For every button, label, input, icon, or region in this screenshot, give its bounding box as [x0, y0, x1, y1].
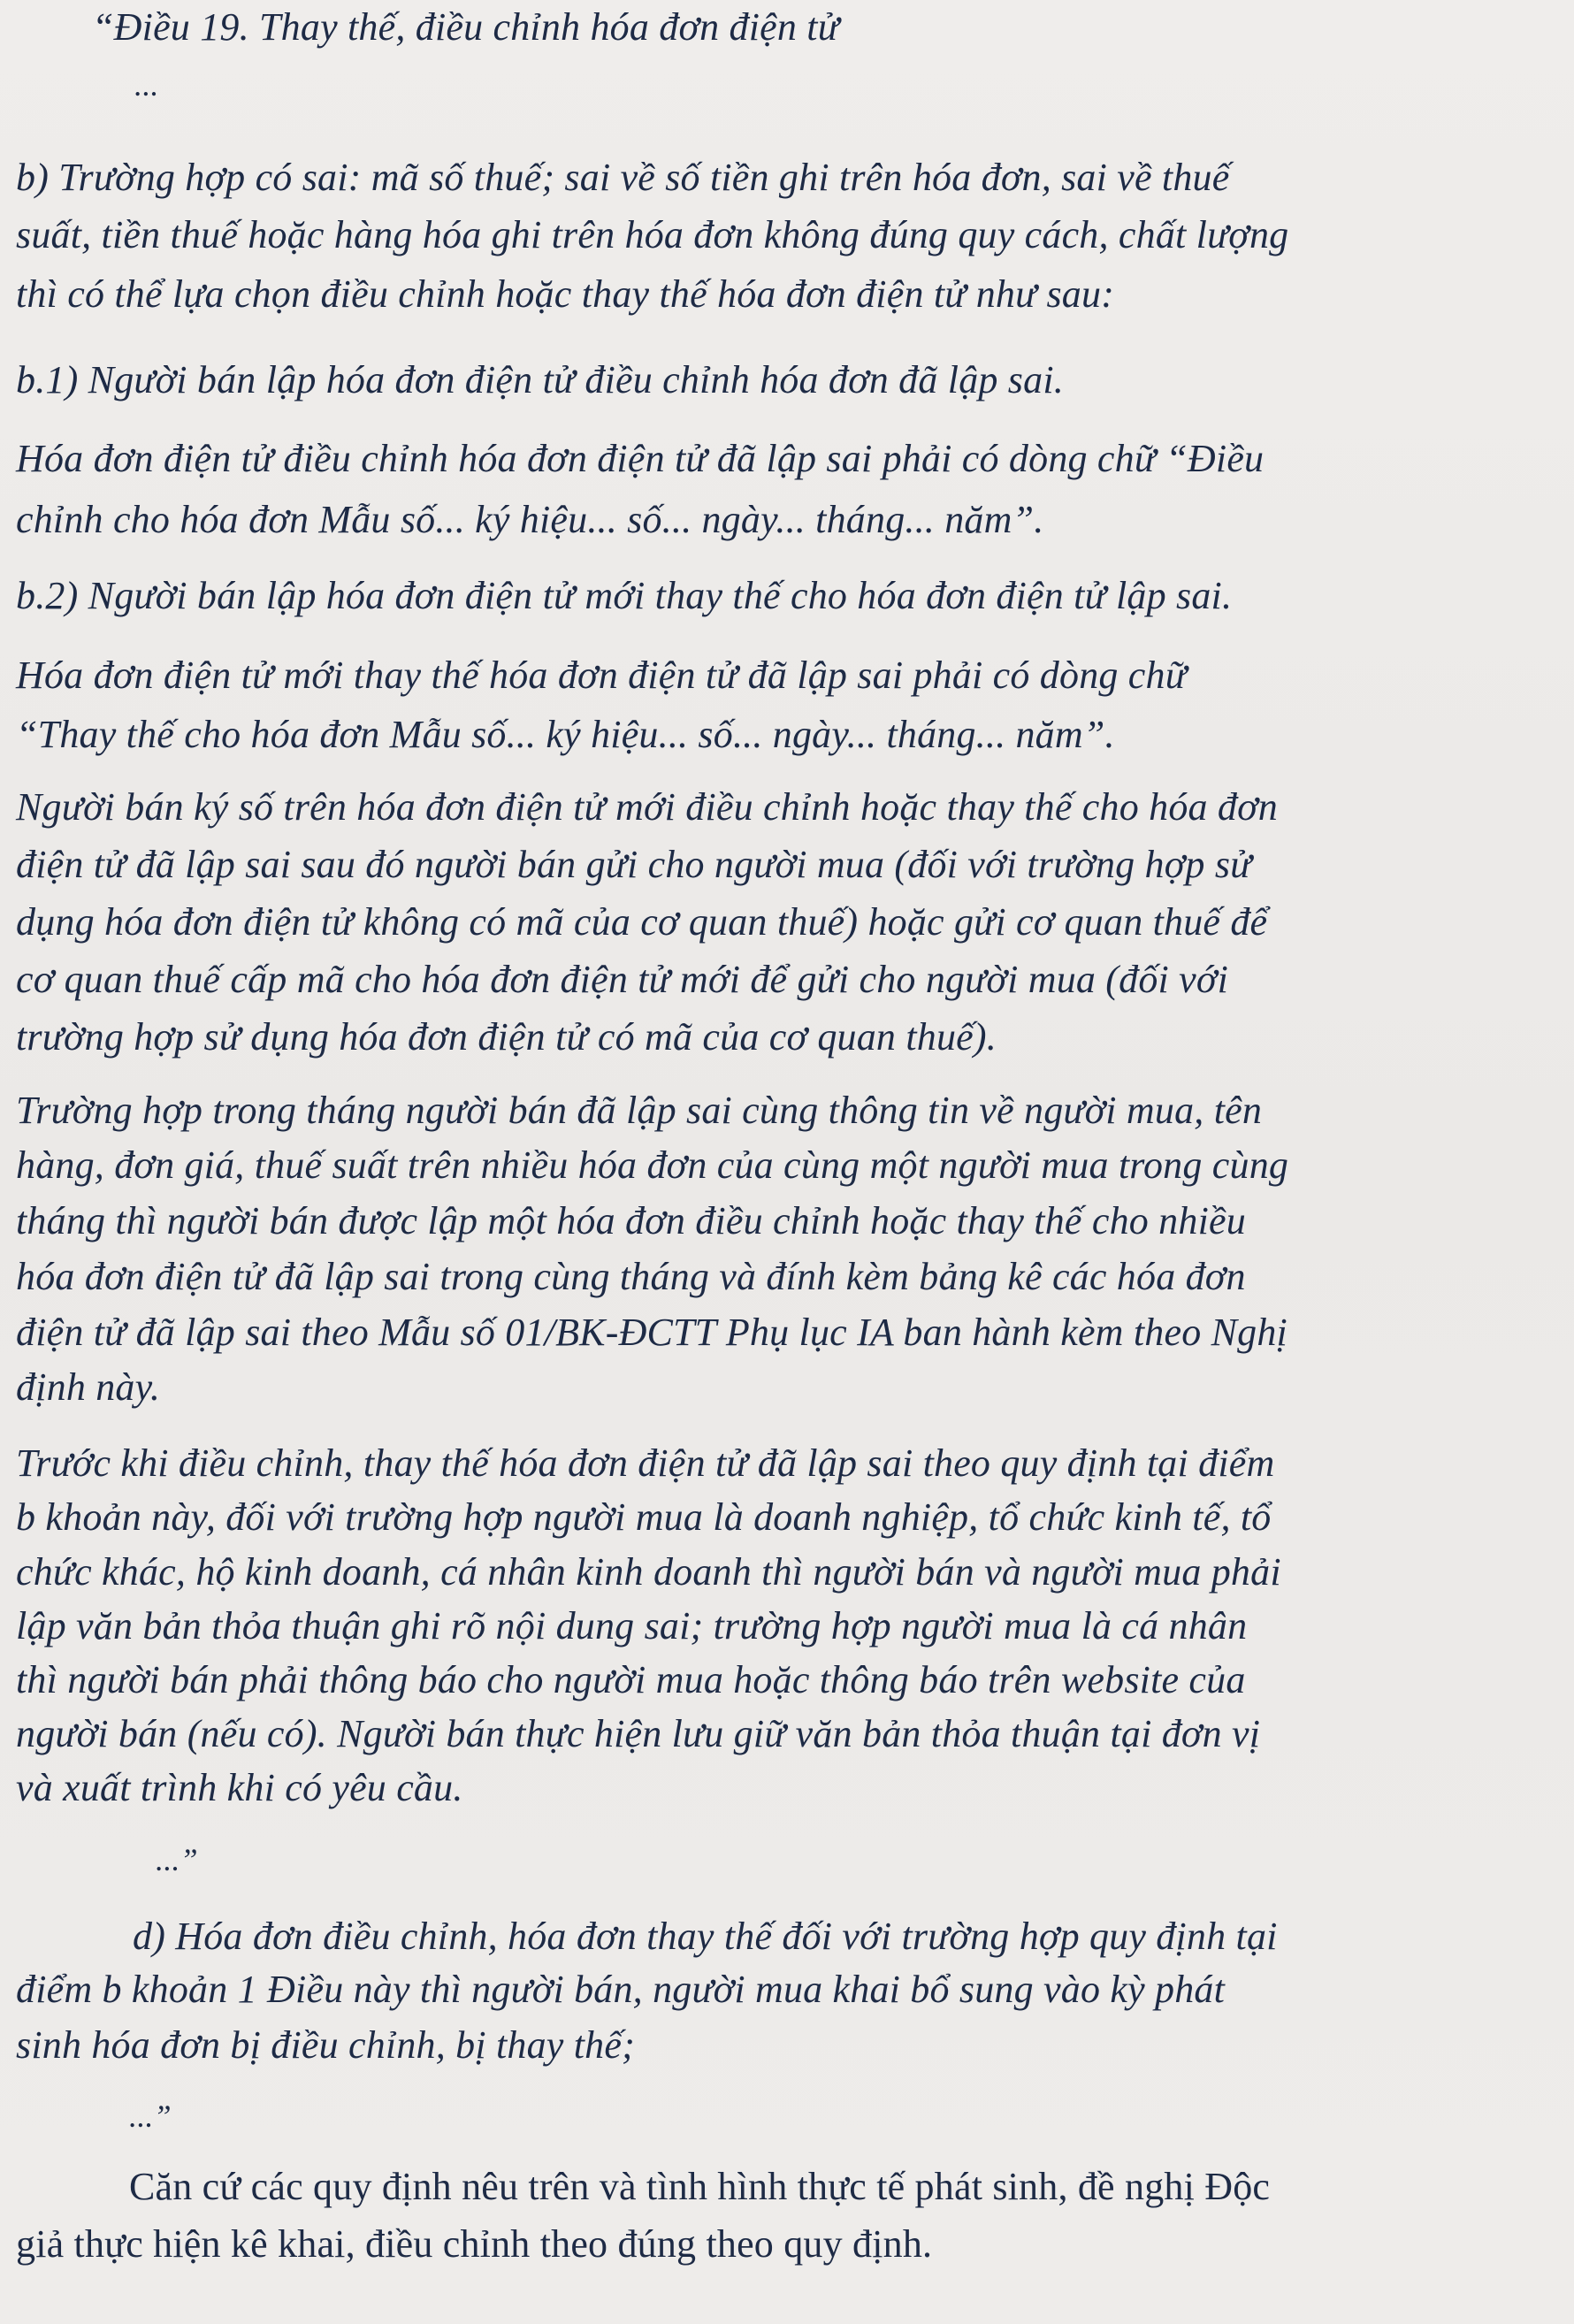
- para-before-line-1: Trước khi điều chỉnh, thay thế hóa đơn điện tử đã lập sai theo quy định tại điểm: [16, 1441, 1275, 1485]
- para-before-line-2: b khoản này, đối với trường hợp người mua là doanh nghiệp, tổ chức kinh tế, tổ: [16, 1495, 1272, 1539]
- para-d-line-3: sinh hóa đơn bị điều chỉnh, bị thay thế;: [16, 2023, 635, 2067]
- para-month-line-5: điện tử đã lập sai theo Mẫu số 01/BK-ĐCTT Phụ lục IA ban hành kèm theo Nghị: [16, 1311, 1287, 1354]
- b1-body-line-2: chỉnh cho hóa đơn Mẫu số... ký hiệu... số... ngày... tháng... năm”.: [16, 498, 1044, 541]
- para-month-line-6: định này.: [16, 1365, 161, 1409]
- para-b-line-3: thì có thể lựa chọn điều chỉnh hoặc thay thế hóa đơn điện tử như sau:: [16, 272, 1115, 316]
- ellipsis-top: ...: [134, 67, 159, 103]
- para-sign-line-2: điện tử đã lập sai sau đó người bán gửi cho người mua (đối với trường hợp sử: [16, 843, 1252, 886]
- para-month-line-2: hàng, đơn giá, thuế suất trên nhiều hóa đơn của cùng một người mua trong cùng: [16, 1143, 1289, 1187]
- conclusion-line-1: Căn cứ các quy định nêu trên và tình hình thực tế phát sinh, đề nghị Độc: [129, 2165, 1271, 2208]
- b2-title: b.2) Người bán lập hóa đơn điện tử mới thay thế cho hóa đơn điện tử lập sai.: [16, 574, 1233, 617]
- para-before-line-3: chức khác, hộ kinh doanh, cá nhân kinh doanh thì người bán và người mua phải: [16, 1550, 1281, 1594]
- para-month-line-3: tháng thì người bán được lập một hóa đơn điều chỉnh hoặc thay thế cho nhiều: [16, 1199, 1246, 1242]
- para-b-line-1: b) Trường hợp có sai: mã số thuế; sai về số tiền ghi trên hóa đơn, sai về thuế: [16, 156, 1230, 199]
- para-sign-line-4: cơ quan thuế cấp mã cho hóa đơn điện tử mới để gửi cho người mua (đối với: [16, 958, 1229, 1001]
- b2-body-line-1: Hóa đơn điện tử mới thay thế hóa đơn điện tử đã lập sai phải có dòng chữ: [16, 654, 1187, 697]
- conclusion-line-2: giả thực hiện kê khai, điều chỉnh theo đúng theo quy định.: [16, 2222, 933, 2266]
- ellipsis-end: ...”: [129, 2098, 172, 2134]
- para-month-line-4: hóa đơn điện tử đã lập sai trong cùng tháng và đính kèm bảng kê các hóa đơn: [16, 1255, 1246, 1298]
- para-before-line-7: và xuất trình khi có yêu cầu.: [16, 1766, 463, 1809]
- b1-title: b.1) Người bán lập hóa đơn điện tử điều chỉnh hóa đơn đã lập sai.: [16, 358, 1064, 401]
- para-b-line-2: suất, tiền thuế hoặc hàng hóa ghi trên hóa đơn không đúng quy cách, chất lượng: [16, 213, 1289, 256]
- para-month-line-1: Trường hợp trong tháng người bán đã lập sai cùng thông tin về người mua, tên: [16, 1089, 1263, 1132]
- para-sign-line-5: trường hợp sử dụng hóa đơn điện tử có mã của cơ quan thuế).: [16, 1015, 997, 1059]
- para-sign-line-1: Người bán ký số trên hóa đơn điện tử mới điều chỉnh hoặc thay thế cho hóa đơn: [16, 785, 1279, 829]
- para-d-line-2: điểm b khoản 1 Điều này thì người bán, người mua khai bổ sung vào kỳ phát: [16, 1968, 1226, 2011]
- para-before-line-6: người bán (nếu có). Người bán thực hiện lưu giữ văn bản thỏa thuận tại đơn vị: [16, 1712, 1261, 1755]
- ellipsis-mid: ...”: [156, 1842, 198, 1877]
- para-before-line-5: thì người bán phải thông báo cho người mua hoặc thông báo trên website của: [16, 1658, 1246, 1701]
- b1-body-line-1: Hóa đơn điện tử điều chỉnh hóa đơn điện tử đã lập sai phải có dòng chữ “Điều: [16, 437, 1265, 480]
- b2-body-line-2: “Thay thế cho hóa đơn Mẫu số... ký hiệu... số... ngày... tháng... năm”.: [16, 713, 1115, 756]
- article-heading: “Điều 19. Thay thế, điều chỉnh hóa đơn điện tử: [92, 5, 839, 49]
- para-d-line-1: d) Hóa đơn điều chỉnh, hóa đơn thay thế đối với trường hợp quy định tại: [133, 1915, 1278, 1958]
- para-sign-line-3: dụng hóa đơn điện tử không có mã của cơ quan thuế) hoặc gửi cơ quan thuế để: [16, 900, 1268, 944]
- para-before-line-4: lập văn bản thỏa thuận ghi rõ nội dung sai; trường hợp người mua là cá nhân: [16, 1604, 1248, 1647]
